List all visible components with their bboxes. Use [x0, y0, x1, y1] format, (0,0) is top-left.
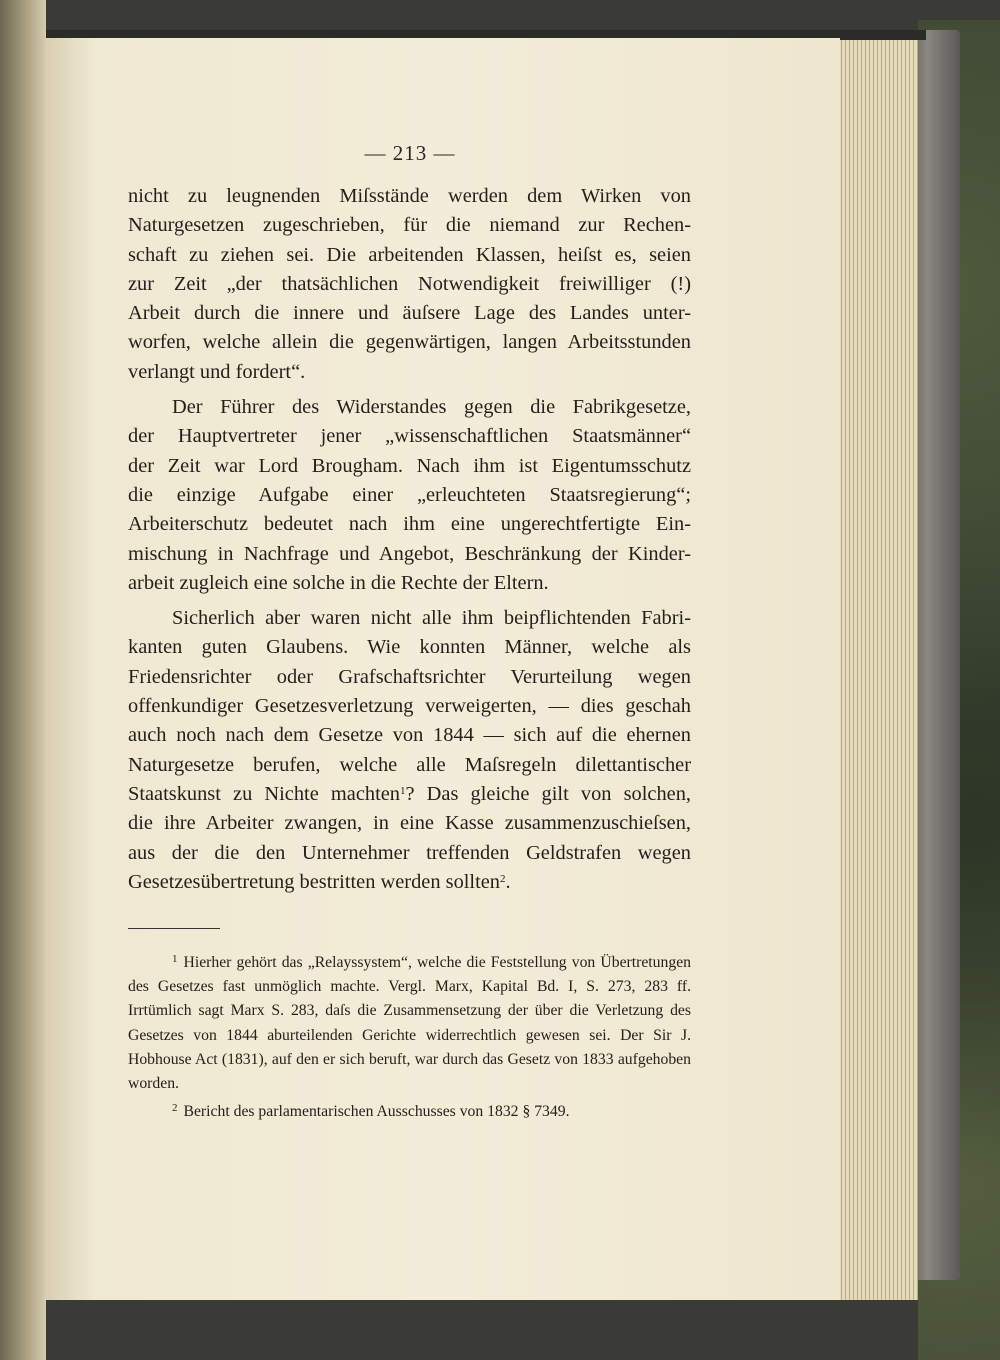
footnote-text: Hierher gehört das „Relayssystem“, welche die Feststellung von Übertretungen des Gesetzes fast unmöglich machte. Vergl. Marx, Kapital Bd. I, S. 273, 283 ff. Irrtümlich sagt Marx S. 283, daſs die Zusammensetzung der über die Verletzung des Gesetzes von 1844 aburteilenden Gerichte widerrechtlich gewesen sei. Der Sir J. Hobhouse Act (1831), auf den er sich beruft, war durch das Gesetz von 1833 aufgehoben worden.: [128, 954, 691, 1093]
footnote: [128, 1096, 691, 1124]
footnote-ref-1[interactable]: 1: [399, 784, 406, 797]
text-fragment: .: [505, 870, 511, 893]
footnote-mark: 1: [172, 953, 178, 965]
footnotes: [128, 947, 691, 1124]
text-fragment: ? Das gleiche gilt von solchen,: [405, 782, 691, 805]
text-line: Friedensrichter oder Grafschaftsrichter Verurteilung wegen: [128, 665, 691, 688]
text-line: schaft zu ziehen sei. Die arbeitenden Klassen, heiſst es, seien: [128, 243, 691, 266]
book-cover-left: [0, 0, 46, 1360]
footnote-mark: 2: [172, 1102, 178, 1115]
footnote-ref-2[interactable]: 2: [500, 872, 506, 885]
text-line: die einzige Aufgabe einer „erleuchteten Staatsregierung“;: [128, 483, 691, 506]
text-line: arbeit zugleich eine solche in die Rechte der Eltern.: [128, 571, 549, 594]
footnote: [128, 947, 691, 1096]
text-line: [128, 780, 691, 809]
text-line: nicht zu leugnenden Miſsstände werden dem Wirken von: [128, 185, 691, 207]
text-line: Sicherlich aber waren nicht alle ihm beipflichtenden Fabri-: [172, 607, 691, 630]
text-line: zur Zeit „der thatsächlichen Notwendigkeit freiwilliger (!): [128, 272, 691, 295]
main-text: [128, 182, 691, 897]
text-line: der Zeit war Lord Brougham. Nach ihm ist Eigentumsschutz: [128, 454, 691, 477]
text-line: Naturgesetze berufen, welche alle Maſsregeln dilettantischer: [128, 753, 691, 776]
text-line: offenkundiger Gesetzesverletzung verweigerten, — dies geschah: [128, 695, 691, 718]
text-line: der Hauptvertreter jener „wissenschaftlichen Staatsmänner“: [128, 425, 691, 448]
text-line: Naturgesetzen zugeschrieben, für die niemand zur Rechen-: [128, 214, 691, 237]
text-line: Arbeiterschutz bedeutet nach ihm eine ungerechtfertigte Ein-: [128, 513, 691, 536]
page-edges: [838, 38, 918, 1300]
footnote-divider: [128, 928, 220, 929]
text-line: die ihre Arbeiter zwangen, in eine Kasse zusammenzuschieſsen,: [128, 812, 691, 835]
text-line: Arbeit durch die innere und äuſsere Lage des Landes unter-: [128, 302, 691, 325]
page-number: — 213 —: [364, 141, 456, 165]
text-line: auch noch nach dem Gesetze von 1844 — sich auf die ehernen: [128, 724, 691, 747]
text-line: Der Führer des Widerstandes gegen die Fabrikgesetze,: [172, 396, 691, 419]
text-line: kanten guten Glaubens. Wie konnten Männer, welche als: [128, 636, 691, 659]
text-line: verlangt und fordert“.: [128, 360, 306, 383]
text-fragment: Staatskunst zu Nichte machten: [128, 782, 400, 805]
text-line: aus der die den Unternehmer treffenden Geldstrafen wegen: [128, 841, 691, 864]
text-fragment: Gesetzesübertretung bestritten werden sollten: [128, 870, 500, 893]
text-line: worfen, welche allein die gegenwärtigen, langen Arbeitsstunden: [128, 331, 691, 354]
footnote-text: Bericht des parlamentarischen Ausschusses von 1832 § 7349.: [183, 1103, 570, 1121]
text-line: [128, 868, 691, 897]
text-line: mischung in Nachfrage und Angebot, Beschränkung der Kinder-: [128, 542, 691, 565]
